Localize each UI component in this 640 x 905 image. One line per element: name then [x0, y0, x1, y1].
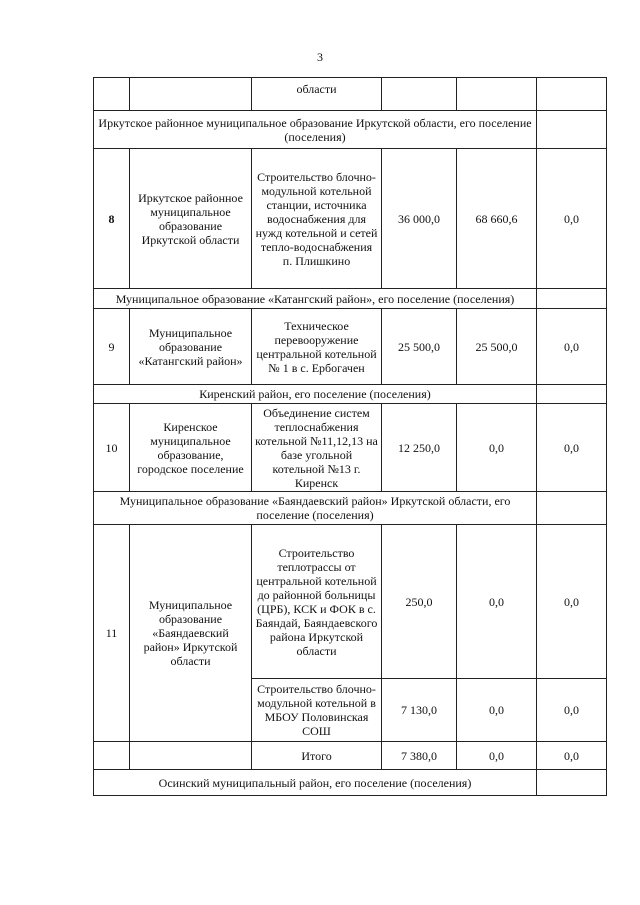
project-description: Строительство блочно-модульной котельной станции, источника водоснабжения для нужд котельной и сетей тепло-водоснабжения п. Плишкино: [252, 149, 382, 289]
table-row: [94, 78, 607, 111]
cell-empty: [537, 492, 607, 525]
value-3: 0,0: [537, 149, 607, 289]
cell-name: [130, 78, 252, 111]
cell-empty: [537, 385, 607, 404]
row-number: 10: [94, 404, 130, 492]
cell-desc: области: [252, 78, 382, 111]
project-description: Техническое перевооружение центральной котельной № 1 в с. Ербогачен: [252, 309, 382, 385]
table-row: [94, 404, 607, 492]
region-header: Муниципальное образование «Катангский район», его поселение (поселения): [94, 289, 537, 309]
project-description: Строительство блочно-модульной котельной в МБОУ Половинская СОШ: [252, 679, 382, 742]
value-3: 0,0: [537, 309, 607, 385]
region-header-row: [94, 111, 607, 149]
value-1: 12 250,0: [382, 404, 457, 492]
row-number: 9: [94, 309, 130, 385]
project-description: Объединение систем теплоснабжения котельной №11,12,13 на базе угольной котельной №13 г. Киренск: [252, 404, 382, 492]
value-2: 68 660,6: [457, 149, 537, 289]
cell-v1: [382, 78, 457, 111]
cell-empty: [130, 742, 252, 770]
cell-v3: [537, 78, 607, 111]
region-header-row: [94, 289, 607, 309]
total-value-1: 7 380,0: [382, 742, 457, 770]
table-row: [94, 525, 607, 679]
row-number: 8: [94, 149, 130, 289]
total-label: Итого: [252, 742, 382, 770]
value-1: 7 130,0: [382, 679, 457, 742]
municipality-name: Муниципальное образование «Катангский район»: [130, 309, 252, 385]
cell-empty: [94, 742, 130, 770]
municipality-name: Муниципальное образование «Баяндаевский район» Иркутской области: [130, 525, 252, 742]
cell-empty: [537, 770, 607, 796]
region-header: Осинский муниципальный район, его поселение (поселения): [94, 770, 537, 796]
region-header: Иркутское районное муниципальное образование Иркутской области, его поселение (поселения): [94, 111, 537, 149]
municipality-name: Киренское муниципальное образование, городское поселение: [130, 404, 252, 492]
region-header-row: [94, 492, 607, 525]
municipality-name: Иркутское районное муниципальное образование Иркутской области: [130, 149, 252, 289]
cell-num: [94, 78, 130, 111]
page-number: 3: [317, 50, 323, 64]
value-2: 0,0: [457, 404, 537, 492]
value-3: 0,0: [537, 404, 607, 492]
region-header-row: [94, 770, 607, 796]
project-description: Строительство теплотрассы от центральной котельной до районной больницы (ЦРБ), КСК и ФОК в с. Баяндай, Баяндаевского района Иркутской области: [252, 525, 382, 679]
total-row: [94, 742, 607, 770]
region-header: Муниципальное образование «Баяндаевский район» Иркутской области, его поселение (поселения): [94, 492, 537, 525]
cell-empty: [537, 289, 607, 309]
table-row: [94, 309, 607, 385]
cell-v2: [457, 78, 537, 111]
program-table: [93, 77, 607, 796]
value-1: 25 500,0: [382, 309, 457, 385]
value-3: 0,0: [537, 679, 607, 742]
total-value-3: 0,0: [537, 742, 607, 770]
total-value-2: 0,0: [457, 742, 537, 770]
value-3: 0,0: [537, 525, 607, 679]
region-header: Киренский район, его поселение (поселения): [94, 385, 537, 404]
value-2: 25 500,0: [457, 309, 537, 385]
value-1: 250,0: [382, 525, 457, 679]
row-number: 11: [94, 525, 130, 742]
table-row: [94, 149, 607, 289]
value-1: 36 000,0: [382, 149, 457, 289]
value-2: 0,0: [457, 679, 537, 742]
value-2: 0,0: [457, 525, 537, 679]
region-header-row: [94, 385, 607, 404]
cell-empty: [537, 111, 607, 149]
